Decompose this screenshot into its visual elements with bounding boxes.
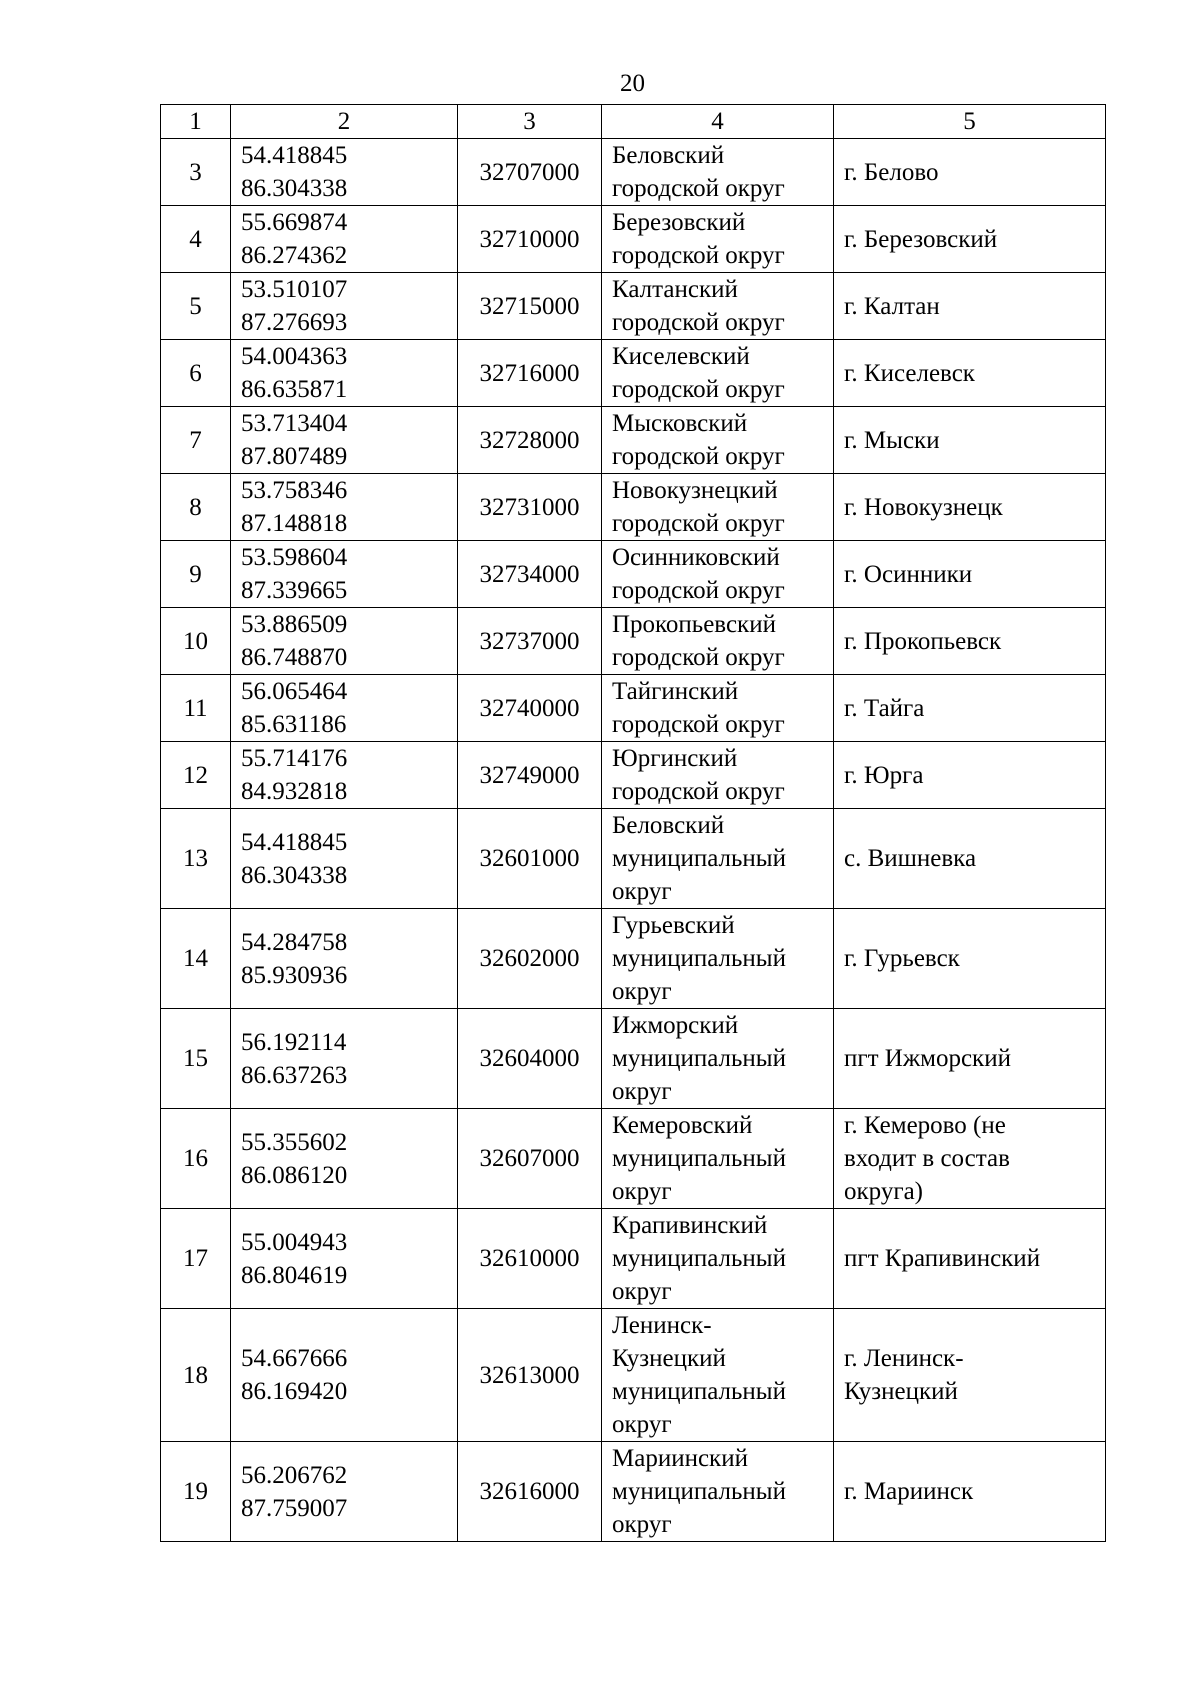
admin-center-line: г. Гурьевск: [844, 945, 960, 972]
district-name-line: Березовский: [612, 209, 746, 236]
district-name-cell: [602, 474, 834, 541]
latitude-value: 54.004363: [241, 343, 348, 370]
district-name-cell: [602, 1309, 834, 1442]
latitude-value: 55.714176: [241, 745, 348, 772]
admin-center-cell: [834, 1309, 1106, 1442]
district-name-line: муниципальный: [612, 845, 786, 872]
latitude-value: 56.192114: [241, 1028, 347, 1056]
header-cell-4: 4: [602, 105, 834, 139]
district-name-line: Кемеровский: [612, 1112, 753, 1139]
admin-center-cell: [834, 742, 1106, 809]
latitude-value: 54.284758: [241, 928, 348, 956]
row-number-cell: 12: [161, 742, 231, 809]
coordinates-cell: [231, 273, 458, 340]
longitude-value: 85.631186: [241, 711, 347, 738]
district-name-line: муниципальный: [612, 1245, 786, 1272]
admin-center-line: г. Белово: [844, 158, 939, 186]
header-cell-1: 1: [161, 105, 231, 139]
latitude-value: 53.713404: [241, 410, 348, 437]
longitude-value: 87.339665: [241, 577, 348, 604]
row-number-cell: 15: [161, 1009, 231, 1109]
row-number-cell: 8: [161, 474, 231, 541]
admin-center-cell: [834, 206, 1106, 273]
district-name-line: Киселевский: [612, 343, 750, 370]
coordinates-cell: [231, 206, 458, 273]
district-name-cell: [602, 340, 834, 407]
header-cell-2: 2: [231, 105, 458, 139]
latitude-value: 53.758346: [241, 477, 348, 504]
oktmo-code-cell: 32604000: [458, 1009, 602, 1109]
table-row: [161, 1209, 1106, 1309]
district-name-line: городской округ: [612, 778, 785, 805]
district-name-line: городской округ: [612, 376, 785, 403]
oktmo-code-cell: 32601000: [458, 809, 602, 909]
row-number-cell: 6: [161, 340, 231, 407]
district-name-line: Кузнецкий: [612, 1345, 726, 1372]
district-name-line: городской округ: [612, 711, 785, 738]
coordinates-cell: [231, 909, 458, 1009]
table-body: [161, 105, 1106, 1542]
district-name-line: муниципальный: [612, 1378, 786, 1405]
district-name-line: округ: [612, 1511, 672, 1538]
row-number-cell: 19: [161, 1442, 231, 1542]
district-name-line: округ: [612, 1411, 672, 1438]
oktmo-code-cell: 32740000: [458, 675, 602, 742]
coordinates-cell: [231, 340, 458, 407]
row-number-cell: 16: [161, 1109, 231, 1209]
admin-center-cell: [834, 608, 1106, 675]
district-name-line: Гурьевский: [612, 912, 735, 939]
admin-center-cell: [834, 675, 1106, 742]
admin-center-cell: [834, 1209, 1106, 1309]
admin-center-cell: [834, 139, 1106, 206]
coordinates-cell: [231, 1209, 458, 1309]
oktmo-code-cell: 32734000: [458, 541, 602, 608]
district-name-cell: [602, 139, 834, 206]
district-name-cell: [602, 1109, 834, 1209]
admin-center-line: Кузнецкий: [844, 1378, 958, 1405]
admin-center-line: с. Вишневка: [844, 845, 977, 872]
coordinates-cell: [231, 608, 458, 675]
longitude-value: 87.148818: [241, 510, 348, 537]
latitude-value: 56.065464: [241, 678, 348, 705]
admin-center-cell: [834, 1009, 1106, 1109]
latitude-value: 54.418845: [241, 828, 348, 856]
admin-center-line: входит в состав: [844, 1145, 1010, 1172]
admin-center-line: пгт Крапивинский: [844, 1245, 1041, 1272]
admin-center-line: пгт Ижморский: [844, 1045, 1011, 1072]
coordinates-cell: [231, 541, 458, 608]
district-name-cell: [602, 541, 834, 608]
latitude-value: 55.004943: [241, 1228, 348, 1256]
admin-center-cell: [834, 809, 1106, 909]
district-name-line: городской округ: [612, 242, 785, 269]
longitude-value: 87.276693: [241, 309, 348, 336]
district-name-line: Тайгинский: [612, 678, 739, 705]
row-number-cell: 3: [161, 139, 231, 206]
oktmo-code-cell: 32728000: [458, 407, 602, 474]
districts-table: [160, 104, 1106, 1542]
latitude-value: 55.355602: [241, 1128, 348, 1156]
oktmo-code-cell: 32607000: [458, 1109, 602, 1209]
oktmo-code-cell: 32715000: [458, 273, 602, 340]
admin-center-line: г. Новокузнецк: [844, 493, 1003, 521]
row-number-cell: 13: [161, 809, 231, 909]
district-name-line: Мариинский: [612, 1445, 748, 1472]
oktmo-code-cell: 32602000: [458, 909, 602, 1009]
longitude-value: 84.932818: [241, 778, 348, 805]
oktmo-code-cell: 32616000: [458, 1442, 602, 1542]
row-number-cell: 9: [161, 541, 231, 608]
oktmo-code-cell: 32610000: [458, 1209, 602, 1309]
coordinates-cell: [231, 809, 458, 909]
district-name-cell: [602, 742, 834, 809]
district-name-cell: [602, 273, 834, 340]
row-number-cell: 5: [161, 273, 231, 340]
oktmo-code-cell: 32749000: [458, 742, 602, 809]
oktmo-code-cell: 32710000: [458, 206, 602, 273]
district-name-cell: [602, 809, 834, 909]
oktmo-code-cell: 32731000: [458, 474, 602, 541]
longitude-value: 86.169420: [241, 1378, 348, 1405]
oktmo-code-cell: 32716000: [458, 340, 602, 407]
oktmo-code-cell: 32707000: [458, 139, 602, 206]
table-row: [161, 608, 1106, 675]
table-row: [161, 1009, 1106, 1109]
district-name-cell: [602, 909, 834, 1009]
table-row: [161, 206, 1106, 273]
district-name-line: округ: [612, 878, 672, 905]
district-name-line: муниципальный: [612, 1145, 786, 1172]
table-row: [161, 474, 1106, 541]
latitude-value: 53.886509: [241, 611, 348, 638]
longitude-value: 86.804619: [241, 1261, 348, 1289]
admin-center-line: г. Мариинск: [844, 1478, 974, 1505]
district-name-cell: [602, 1442, 834, 1542]
admin-center-cell: [834, 541, 1106, 608]
table-row: [161, 1109, 1106, 1209]
longitude-value: 87.759007: [241, 1494, 348, 1522]
page-number: 20: [620, 70, 645, 97]
coordinates-cell: [231, 474, 458, 541]
coordinates-cell: [231, 407, 458, 474]
table-row: [161, 909, 1106, 1009]
district-name-line: Беловский: [612, 142, 725, 169]
admin-center-line: г. Ленинск-: [844, 1345, 964, 1372]
district-name-line: городской округ: [612, 309, 785, 336]
district-name-line: Новокузнецкий: [612, 477, 778, 504]
district-name-line: Осинниковский: [612, 544, 780, 571]
district-name-cell: [602, 407, 834, 474]
latitude-value: 53.510107: [241, 276, 348, 303]
district-name-line: городской округ: [612, 175, 785, 202]
longitude-value: 86.304338: [241, 861, 348, 889]
table-row: [161, 742, 1106, 809]
coordinates-cell: [231, 1309, 458, 1442]
row-number-cell: 14: [161, 909, 231, 1009]
coordinates-cell: [231, 139, 458, 206]
table-row: [161, 541, 1106, 608]
row-number-cell: 4: [161, 206, 231, 273]
longitude-value: 86.637263: [241, 1061, 348, 1089]
coordinates-cell: [231, 742, 458, 809]
admin-center-line: г. Юрга: [844, 761, 924, 789]
longitude-value: 85.930936: [241, 961, 348, 989]
row-number-cell: 7: [161, 407, 231, 474]
district-name-line: муниципальный: [612, 1478, 786, 1505]
admin-center-cell: [834, 474, 1106, 541]
district-name-line: Ленинск-: [612, 1312, 712, 1339]
admin-center-line: г. Кемерово (не: [844, 1112, 1006, 1139]
coordinates-cell: [231, 1009, 458, 1109]
admin-center-line: г. Киселевск: [844, 359, 975, 387]
longitude-value: 86.748870: [241, 644, 348, 671]
latitude-value: 54.418845: [241, 142, 348, 169]
district-name-line: городской округ: [612, 510, 785, 537]
table-row: [161, 139, 1106, 206]
admin-center-line: г. Тайга: [844, 694, 925, 722]
coordinates-cell: [231, 1442, 458, 1542]
longitude-value: 86.635871: [241, 376, 348, 403]
table-row: [161, 1442, 1106, 1542]
district-name-line: Ижморский: [612, 1012, 739, 1039]
district-name-cell: [602, 206, 834, 273]
district-name-line: Беловский: [612, 812, 725, 839]
district-name-line: Юргинский: [612, 745, 738, 772]
table-row: [161, 407, 1106, 474]
district-name-line: городской округ: [612, 443, 785, 470]
admin-center-cell: [834, 1442, 1106, 1542]
longitude-value: 86.086120: [241, 1161, 348, 1189]
coordinates-cell: [231, 675, 458, 742]
district-name-cell: [602, 675, 834, 742]
district-name-line: округ: [612, 978, 672, 1005]
header-cell-5: 5: [834, 105, 1106, 139]
admin-center-cell: [834, 1109, 1106, 1209]
admin-center-line: г. Осинники: [844, 560, 973, 588]
admin-center-cell: [834, 340, 1106, 407]
admin-center-cell: [834, 407, 1106, 474]
table-row: [161, 809, 1106, 909]
header-cell-3: 3: [458, 105, 602, 139]
district-name-line: округ: [612, 1278, 672, 1305]
district-name-line: округ: [612, 1078, 672, 1105]
row-number-cell: 10: [161, 608, 231, 675]
district-name-line: муниципальный: [612, 1045, 786, 1072]
district-name-line: муниципальный: [612, 945, 786, 972]
admin-center-line: г. Мыски: [844, 426, 940, 454]
district-name-line: Мысковский: [612, 410, 748, 437]
district-name-line: Калтанский: [612, 276, 738, 303]
admin-center-line: г. Березовский: [844, 225, 998, 253]
admin-center-cell: [834, 909, 1106, 1009]
longitude-value: 86.304338: [241, 175, 348, 202]
oktmo-code-cell: 32737000: [458, 608, 602, 675]
table-row: [161, 340, 1106, 407]
district-name-line: городской округ: [612, 644, 785, 671]
row-number-cell: 17: [161, 1209, 231, 1309]
district-name-line: Крапивинский: [612, 1212, 768, 1239]
table-row: [161, 273, 1106, 340]
district-name-line: округ: [612, 1178, 672, 1205]
admin-center-line: г. Прокопьевск: [844, 627, 1002, 655]
oktmo-code-cell: 32613000: [458, 1309, 602, 1442]
district-name-line: городской округ: [612, 577, 785, 604]
district-name-cell: [602, 1209, 834, 1309]
district-name-cell: [602, 608, 834, 675]
latitude-value: 55.669874: [241, 209, 348, 236]
row-number-cell: 11: [161, 675, 231, 742]
table-row: [161, 675, 1106, 742]
coordinates-cell: [231, 1109, 458, 1209]
table-row: [161, 1309, 1106, 1442]
longitude-value: 86.274362: [241, 242, 348, 269]
latitude-value: 56.206762: [241, 1461, 348, 1489]
admin-center-line: г. Калтан: [844, 292, 940, 320]
district-name-cell: [602, 1009, 834, 1109]
longitude-value: 87.807489: [241, 443, 348, 470]
table-header-row: [161, 105, 1106, 139]
admin-center-line: округа): [844, 1178, 923, 1205]
latitude-value: 54.667666: [241, 1345, 348, 1372]
row-number-cell: 18: [161, 1309, 231, 1442]
admin-center-cell: [834, 273, 1106, 340]
district-name-line: Прокопьевский: [612, 611, 776, 638]
latitude-value: 53.598604: [241, 544, 348, 571]
